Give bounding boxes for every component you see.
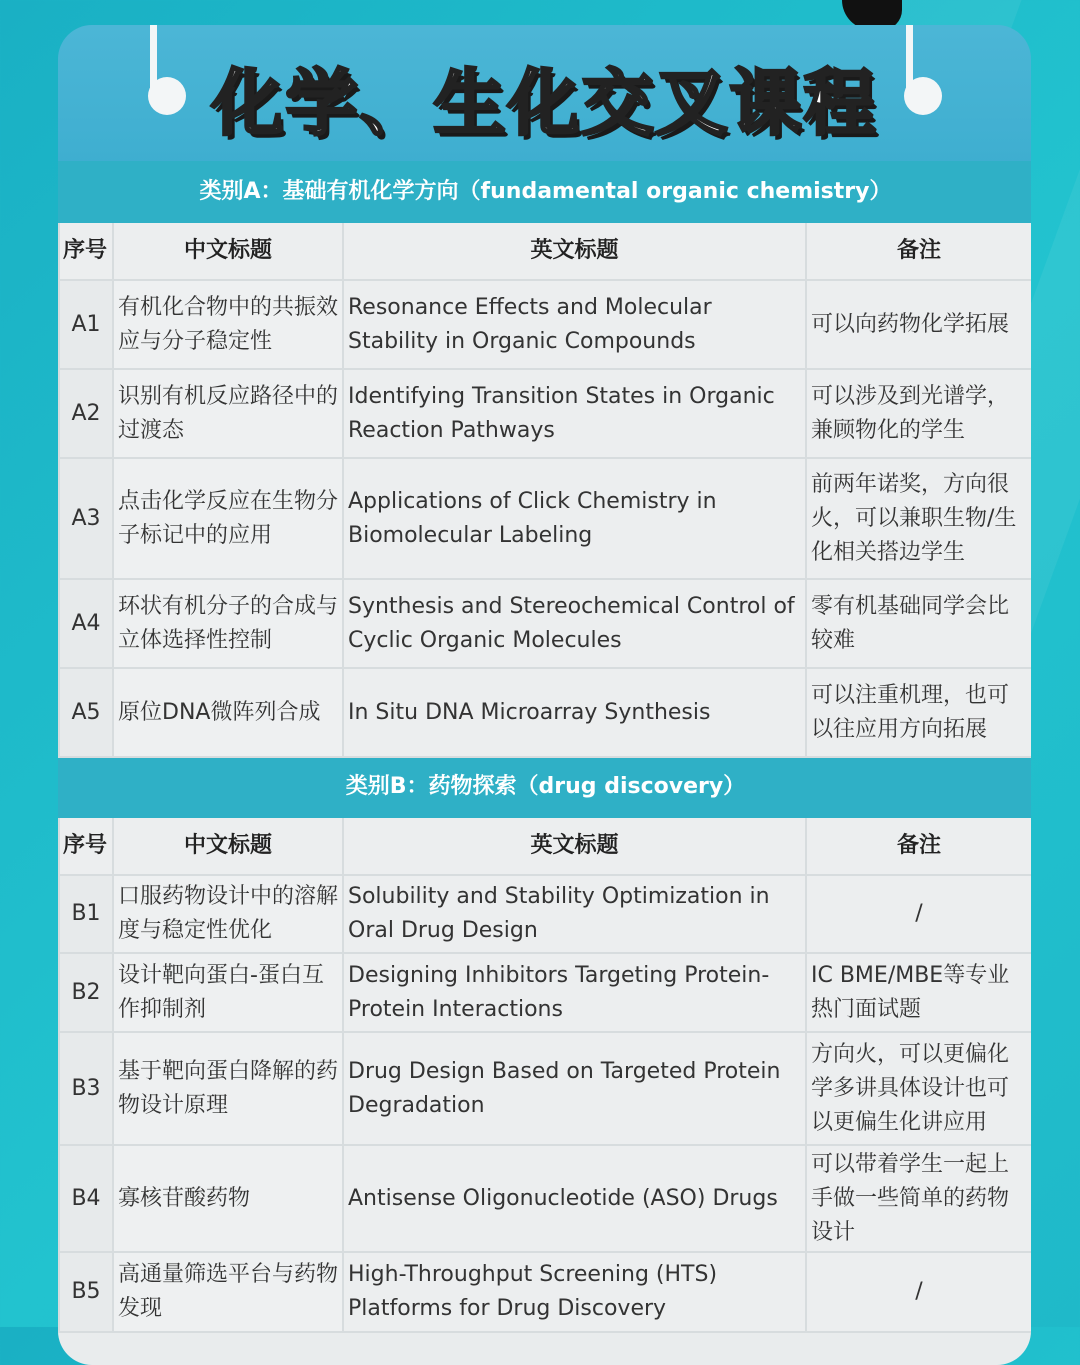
row-note: IC BME/MBE等专业热门面试题 — [806, 953, 1031, 1032]
row-en-title: Antisense Oligonucleotide (ASO) Drugs — [343, 1145, 806, 1252]
category-b-label: 类别B：药物探索（drug discovery） — [59, 757, 1031, 817]
row-id: B3 — [59, 1032, 113, 1145]
row-cn-title: 环状有机分子的合成与立体选择性控制 — [113, 579, 343, 668]
row-cn-title: 寡核苷酸药物 — [113, 1145, 343, 1252]
row-id: A2 — [59, 369, 113, 458]
row-id: B2 — [59, 953, 113, 1032]
col-header-cn: 中文标题 — [113, 222, 343, 280]
row-id: A4 — [59, 579, 113, 668]
col-header-note: 备注 — [806, 817, 1031, 875]
table-row — [59, 668, 1031, 757]
category-a-label: 类别A：基础有机化学方向（fundamental organic chemistry） — [59, 162, 1031, 222]
col-header-id: 序号 — [59, 222, 113, 280]
row-note: 方向火，可以更偏化学多讲具体设计也可以更偏生化讲应用 — [806, 1032, 1031, 1145]
row-note: 可以注重机理，也可以往应用方向拓展 — [806, 668, 1031, 757]
table-header-row — [59, 817, 1031, 875]
col-header-id: 序号 — [59, 817, 113, 875]
table-row — [59, 1252, 1031, 1332]
col-header-en: 英文标题 — [343, 817, 806, 875]
row-note: 可以涉及到光谱学，兼顾物化的学生 — [806, 369, 1031, 458]
col-header-note: 备注 — [806, 222, 1031, 280]
row-note: / — [806, 1252, 1031, 1332]
row-en-title: Solubility and Stability Optimization in Oral Drug Design — [343, 875, 806, 953]
row-cn-title: 口服药物设计中的溶解度与稳定性优化 — [113, 875, 343, 953]
table-header-row — [59, 222, 1031, 280]
row-id: B5 — [59, 1252, 113, 1332]
table-row — [59, 1032, 1031, 1145]
row-cn-title: 高通量筛选平台与药物发现 — [113, 1252, 343, 1332]
course-table — [58, 161, 1031, 1333]
table-row — [59, 369, 1031, 458]
row-en-title: Synthesis and Stereochemical Control of Cyclic Organic Molecules — [343, 579, 806, 668]
category-row — [59, 757, 1031, 817]
row-cn-title: 有机化合物中的共振效应与分子稳定性 — [113, 280, 343, 369]
page-title: 化学、生化交叉课程 — [211, 61, 878, 145]
row-note: 可以带着学生一起上手做一些简单的药物设计 — [806, 1145, 1031, 1252]
table-row — [59, 579, 1031, 668]
row-en-title: Drug Design Based on Targeted Protein Degradation — [343, 1032, 806, 1145]
course-card — [58, 25, 1031, 1365]
row-en-title: Identifying Transition States in Organic Reaction Pathways — [343, 369, 806, 458]
category-row — [59, 162, 1031, 222]
col-header-cn: 中文标题 — [113, 817, 343, 875]
table-row — [59, 458, 1031, 579]
row-en-title: In Situ DNA Microarray Synthesis — [343, 668, 806, 757]
row-cn-title: 点击化学反应在生物分子标记中的应用 — [113, 458, 343, 579]
table-row — [59, 1145, 1031, 1252]
row-cn-title: 设计靶向蛋白-蛋白互作抑制剂 — [113, 953, 343, 1032]
row-note: 前两年诺奖，方向很火，可以兼职生物/生化相关搭边学生 — [806, 458, 1031, 579]
row-en-title: Applications of Click Chemistry in Biomolecular Labeling — [343, 458, 806, 579]
row-note: / — [806, 875, 1031, 953]
table-row — [59, 953, 1031, 1032]
row-note: 零有机基础同学会比较难 — [806, 579, 1031, 668]
table-row — [59, 875, 1031, 953]
row-cn-title: 识别有机反应路径中的过渡态 — [113, 369, 343, 458]
row-cn-title: 原位DNA微阵列合成 — [113, 668, 343, 757]
row-id: B4 — [59, 1145, 113, 1252]
row-id: A1 — [59, 280, 113, 369]
row-note: 可以向药物化学拓展 — [806, 280, 1031, 369]
col-header-en: 英文标题 — [343, 222, 806, 280]
row-id: A5 — [59, 668, 113, 757]
row-en-title: High-Throughput Screening (HTS) Platforms for Drug Discovery — [343, 1252, 806, 1332]
table-row — [59, 280, 1031, 369]
row-id: B1 — [59, 875, 113, 953]
row-en-title: Designing Inhibitors Targeting Protein-Protein Interactions — [343, 953, 806, 1032]
row-cn-title: 基于靶向蛋白降解的药物设计原理 — [113, 1032, 343, 1145]
row-en-title: Resonance Effects and Molecular Stability in Organic Compounds — [343, 280, 806, 369]
row-id: A3 — [59, 458, 113, 579]
title-band — [58, 25, 1031, 161]
